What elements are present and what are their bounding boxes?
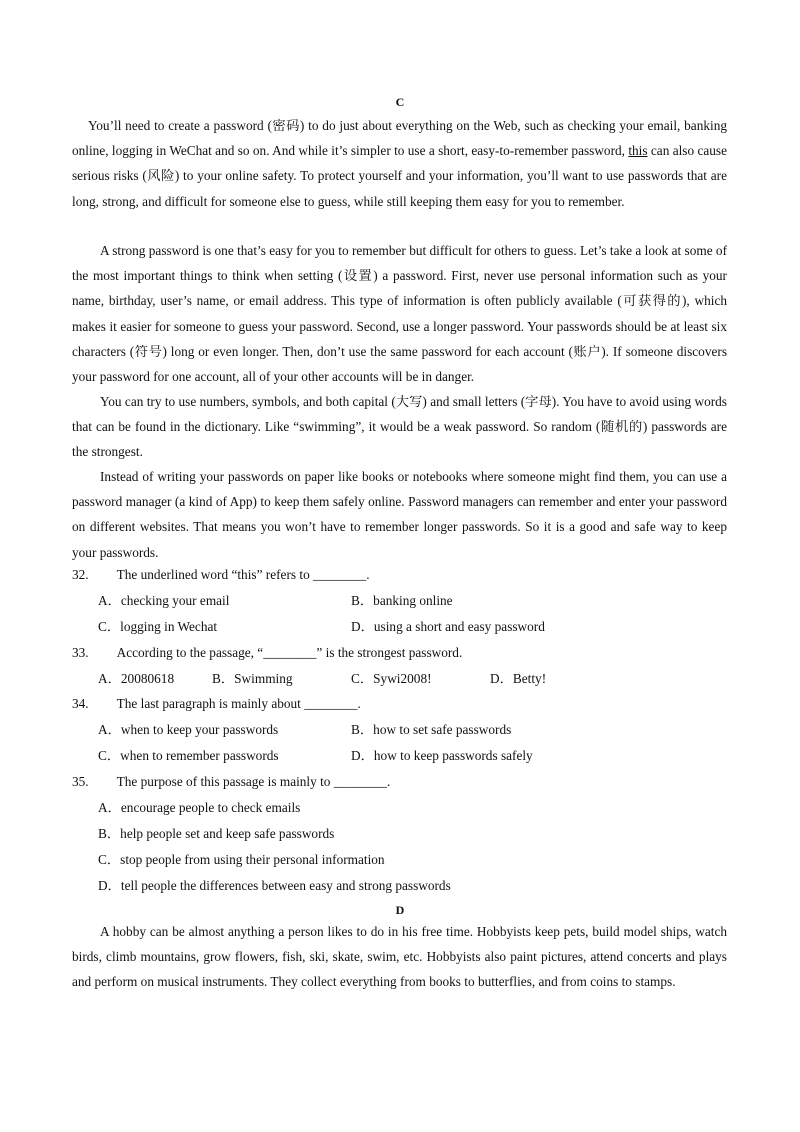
q32-option-d[interactable]: D．using a short and easy password [351, 619, 545, 634]
paragraph-1-text-start: You’ll need to create a password (密码) to do just about everything on the Web, such as checking your email, banking online, logging in WeChat and so on. And while it’s simpler to use a short, easy-to-remember password, [72, 118, 727, 159]
q32-option-c[interactable]: C．logging in Wechat [98, 619, 218, 634]
passage-c-paragraph-2: A strong password is one that’s easy for you to remember but difficult for others to guess. Let’s take a look at some of the most important things to think when setting (设置) a password. First, never use personal information such as your name, birthday, user’s name, or email address. This type of information is often publicly available (可获得的), which makes it easier for someone to guess your password. Second, use a longer password. Your passwords should be at least six characters (符号) long or even longer. Then, don’t use the same password for each account (账户). If someone discovers your password for one account, all of your other accounts will be in danger. [72, 243, 727, 385]
q32-option-b[interactable]: B．banking online [351, 593, 453, 608]
question-number: 33. [72, 645, 89, 660]
passage-d-paragraph-1: A hobby can be almost anything a person likes to do in his free time. Hobbyists keep pets, build model ships, watch birds, climb mountains, grow flowers, fish, ski, skate, swim, etc. Hobbyists also paint pictures, attend concerts and plays and perform on musical instruments. They collect everything from books to butterflies, and from coins to stamps. [72, 924, 727, 990]
section-d-title: D [395, 903, 405, 917]
question-number: 32. [72, 567, 89, 582]
q35-option-b[interactable]: B．help people set and keep safe passwords [98, 826, 335, 841]
question-stem: The purpose of this passage is mainly to ________. [116, 774, 391, 789]
question-34 [72, 694, 365, 714]
passage-c-paragraph-3: You can try to use numbers, symbols, and both capital (大写) and small letters (字母). You have to avoid using words that can be found in the dictionary. Like “swimming”, it would be a weak password. So random (随机的) passwords are the strongest. [72, 394, 727, 460]
question-number: 34. [72, 696, 89, 711]
question-35 [72, 772, 394, 792]
question-32 [72, 565, 374, 585]
question-33 [72, 643, 466, 663]
q34-option-c[interactable]: C．when to remember passwords [98, 748, 279, 763]
passage-c-paragraph-1 [72, 113, 727, 214]
q35-option-c[interactable]: C．stop people from using their personal information [98, 852, 385, 867]
passage-c-paragraph-4: Instead of writing your passwords on paper like books or notebooks where someone might find them, you can use a password manager (a kind of App) to keep them safely online. Password managers can remember and enter your password on different websites. That means you won’t have to remember longer passwords. So it is a good and safe way to keep your passwords. [72, 469, 727, 560]
q33-option-a[interactable]: A．20080618 [98, 671, 175, 686]
underlined-word-this: this [628, 143, 648, 159]
question-number: 35. [72, 774, 89, 789]
question-stem: The underlined word “this” refers to ________. [116, 567, 370, 582]
section-c-title: C [395, 95, 405, 109]
q34-option-a[interactable]: A．when to keep your passwords [98, 722, 279, 737]
question-stem: The last paragraph is mainly about ________. [116, 696, 361, 711]
q33-option-c[interactable]: C．Sywi2008! [351, 671, 432, 686]
q34-option-d[interactable]: D．how to keep passwords safely [351, 748, 533, 763]
q33-option-b[interactable]: B．Swimming [212, 671, 293, 686]
q35-option-a[interactable]: A．encourage people to check emails [98, 800, 301, 815]
q32-option-a[interactable]: A．checking your email [98, 593, 230, 608]
paragraph-1-text-end: can also cause serious risks (风险) to your online safety. To protect yourself and your information, you’ll want to use passwords that are long, strong, and difficult for someone else to guess, while still keeping them easy for you to remember. [72, 143, 727, 209]
q33-option-d[interactable]: D．Betty! [490, 671, 547, 686]
question-stem: According to the passage, “________” is the strongest password. [116, 645, 463, 660]
q34-option-b[interactable]: B．how to set safe passwords [351, 722, 512, 737]
q35-option-d[interactable]: D．tell people the differences between easy and strong passwords [98, 878, 451, 893]
